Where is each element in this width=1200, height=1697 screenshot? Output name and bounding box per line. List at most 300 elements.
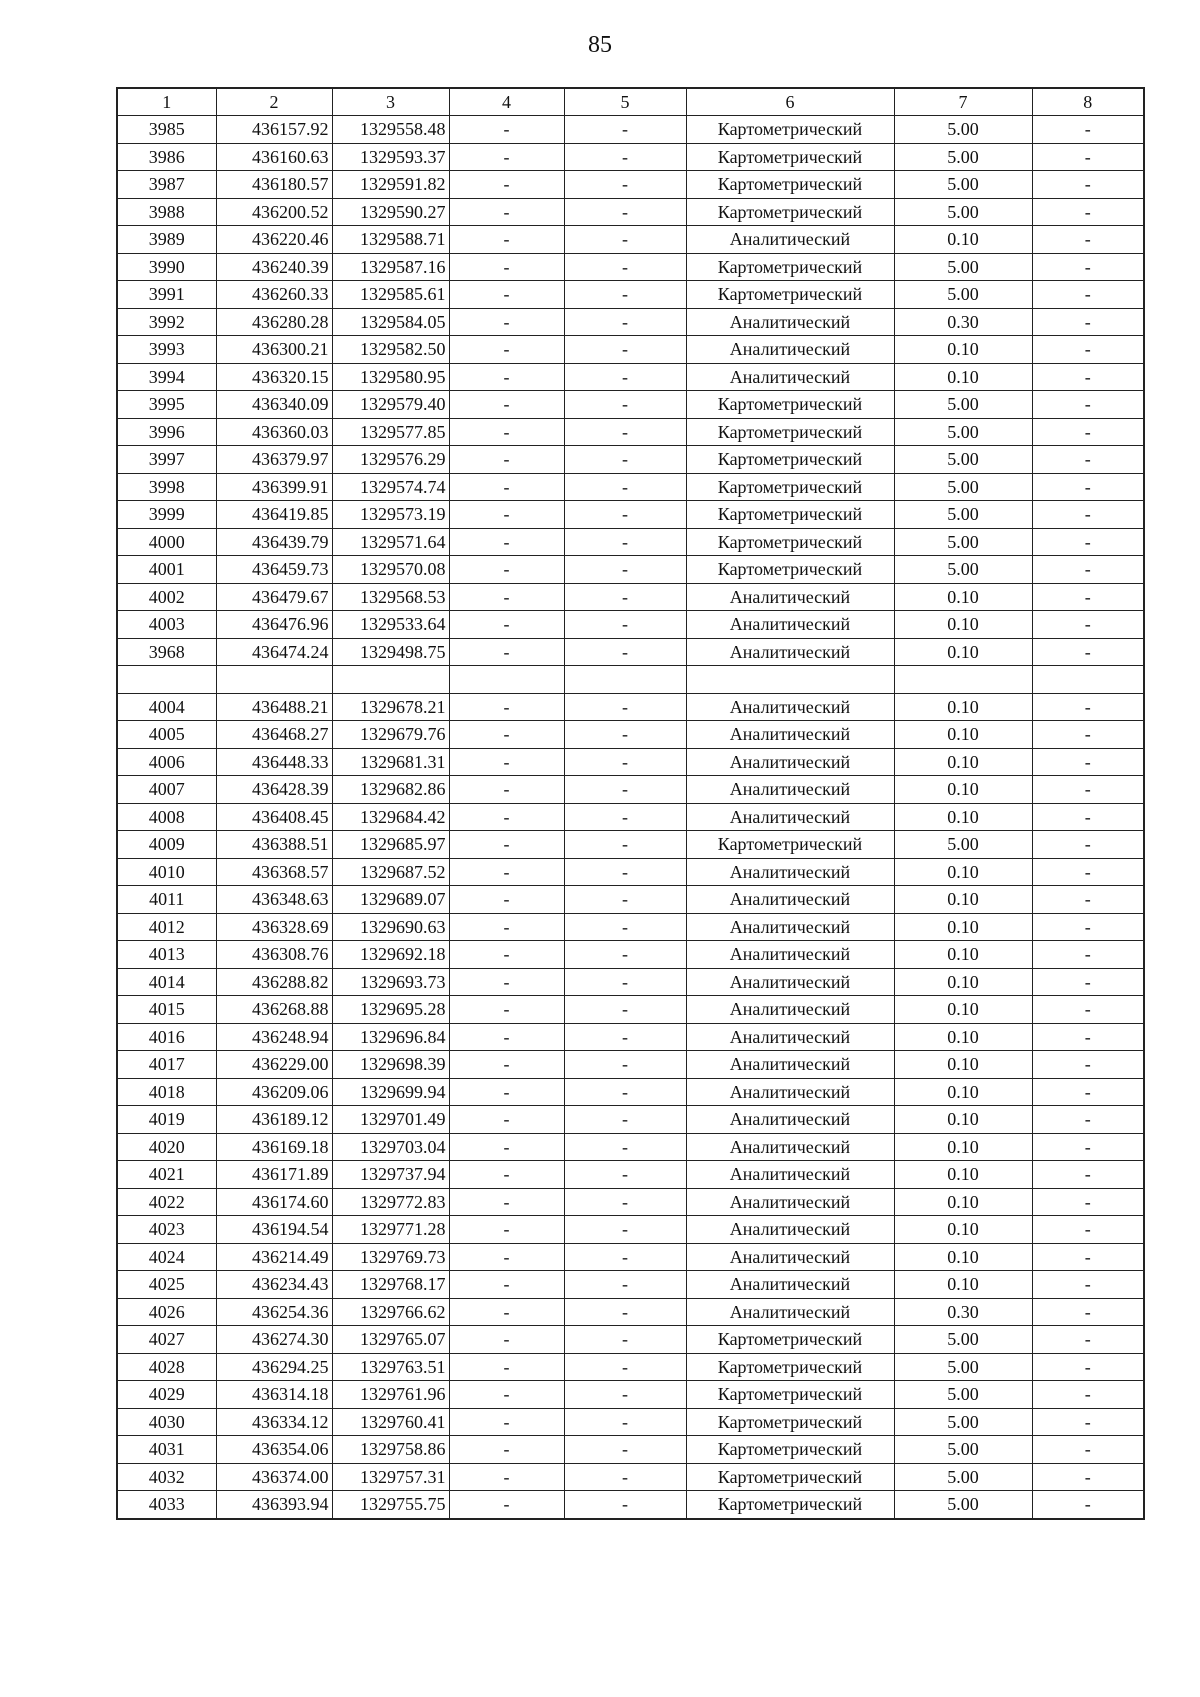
col4-cell: - (449, 1436, 564, 1464)
col8-cell: - (1032, 1353, 1144, 1381)
method-cell: Аналитический (686, 886, 894, 914)
col4-cell: - (449, 308, 564, 336)
x-coordinate-cell: 436234.43 (216, 1271, 332, 1299)
accuracy-cell: 0.10 (894, 968, 1032, 996)
method-cell: Картометрический (686, 1408, 894, 1436)
col8-cell: - (1032, 116, 1144, 144)
method-cell: Картометрический (686, 528, 894, 556)
col8-cell: - (1032, 1216, 1144, 1244)
x-coordinate-cell: 436393.94 (216, 1491, 332, 1519)
col4-cell: - (449, 336, 564, 364)
page-number: 85 (588, 32, 612, 58)
table-row (117, 198, 1144, 226)
x-coordinate-cell: 436334.12 (216, 1408, 332, 1436)
accuracy-cell: 0.10 (894, 583, 1032, 611)
accuracy-cell: 0.10 (894, 748, 1032, 776)
x-coordinate-cell: 436300.21 (216, 336, 332, 364)
table-row (117, 1298, 1144, 1326)
column-header: 7 (894, 88, 1032, 116)
x-coordinate-cell: 436268.88 (216, 996, 332, 1024)
col4-cell: - (449, 913, 564, 941)
method-cell: Аналитический (686, 913, 894, 941)
x-coordinate-cell: 436229.00 (216, 1051, 332, 1079)
col4-cell: - (449, 473, 564, 501)
col5-cell: - (564, 721, 686, 749)
accuracy-cell: 5.00 (894, 391, 1032, 419)
method-cell: Аналитический (686, 1188, 894, 1216)
col8-cell: - (1032, 1436, 1144, 1464)
method-cell: Картометрический (686, 391, 894, 419)
table-row (117, 1161, 1144, 1189)
point-number-cell: 3992 (117, 308, 216, 336)
table-row (117, 721, 1144, 749)
y-coordinate-cell: 1329679.76 (332, 721, 449, 749)
accuracy-cell: 0.10 (894, 1161, 1032, 1189)
point-number-cell: 4024 (117, 1243, 216, 1271)
y-coordinate-cell: 1329558.48 (332, 116, 449, 144)
col4-cell: - (449, 198, 564, 226)
col4-cell: - (449, 1133, 564, 1161)
method-cell: Картометрический (686, 116, 894, 144)
x-coordinate-cell (216, 666, 332, 694)
col4-cell: - (449, 528, 564, 556)
point-number-cell: 4005 (117, 721, 216, 749)
accuracy-cell: 0.10 (894, 638, 1032, 666)
table-row (117, 528, 1144, 556)
col4-cell: - (449, 446, 564, 474)
y-coordinate-cell: 1329579.40 (332, 391, 449, 419)
col4-cell: - (449, 1271, 564, 1299)
col4-cell: - (449, 858, 564, 886)
point-number-cell: 4027 (117, 1326, 216, 1354)
point-number-cell: 3990 (117, 253, 216, 281)
table-row (117, 391, 1144, 419)
y-coordinate-cell: 1329591.82 (332, 171, 449, 199)
point-number-cell: 4003 (117, 611, 216, 639)
column-header: 3 (332, 88, 449, 116)
table-row (117, 693, 1144, 721)
y-coordinate-cell: 1329755.75 (332, 1491, 449, 1519)
accuracy-cell: 5.00 (894, 556, 1032, 584)
column-header: 6 (686, 88, 894, 116)
y-coordinate-cell: 1329576.29 (332, 446, 449, 474)
point-number-cell: 4002 (117, 583, 216, 611)
col4-cell: - (449, 693, 564, 721)
accuracy-cell: 0.10 (894, 226, 1032, 254)
point-number-cell: 4032 (117, 1463, 216, 1491)
table-row (117, 638, 1144, 666)
method-cell: Картометрический (686, 446, 894, 474)
y-coordinate-cell: 1329693.73 (332, 968, 449, 996)
y-coordinate-cell (332, 666, 449, 694)
col8-cell: - (1032, 308, 1144, 336)
y-coordinate-cell: 1329587.16 (332, 253, 449, 281)
col5-cell: - (564, 143, 686, 171)
col5-cell: - (564, 308, 686, 336)
accuracy-cell: 5.00 (894, 1491, 1032, 1519)
y-coordinate-cell: 1329737.94 (332, 1161, 449, 1189)
accuracy-cell: 5.00 (894, 1326, 1032, 1354)
accuracy-cell: 0.10 (894, 858, 1032, 886)
point-number-cell: 4000 (117, 528, 216, 556)
col5-cell: - (564, 418, 686, 446)
col8-cell: - (1032, 1491, 1144, 1519)
col5-cell: - (564, 776, 686, 804)
accuracy-cell: 5.00 (894, 143, 1032, 171)
col5-cell: - (564, 803, 686, 831)
col4-cell: - (449, 803, 564, 831)
method-cell: Аналитический (686, 308, 894, 336)
x-coordinate-cell: 436419.85 (216, 501, 332, 529)
x-coordinate-cell: 436160.63 (216, 143, 332, 171)
accuracy-cell: 5.00 (894, 1353, 1032, 1381)
table-row (117, 831, 1144, 859)
accuracy-cell: 0.30 (894, 308, 1032, 336)
table-row (117, 1381, 1144, 1409)
y-coordinate-cell: 1329685.97 (332, 831, 449, 859)
table-row (117, 253, 1144, 281)
col8-cell: - (1032, 446, 1144, 474)
point-number-cell: 4013 (117, 941, 216, 969)
y-coordinate-cell: 1329766.62 (332, 1298, 449, 1326)
coordinates-table (116, 87, 1145, 1520)
col8-cell: - (1032, 143, 1144, 171)
column-header: 4 (449, 88, 564, 116)
table-row (117, 308, 1144, 336)
col8-cell: - (1032, 968, 1144, 996)
x-coordinate-cell: 436240.39 (216, 253, 332, 281)
x-coordinate-cell: 436209.06 (216, 1078, 332, 1106)
col5-cell (564, 666, 686, 694)
point-number-cell: 4017 (117, 1051, 216, 1079)
accuracy-cell: 0.10 (894, 996, 1032, 1024)
y-coordinate-cell: 1329580.95 (332, 363, 449, 391)
x-coordinate-cell: 436448.33 (216, 748, 332, 776)
table-row (117, 1408, 1144, 1436)
col8-cell: - (1032, 418, 1144, 446)
col4-cell: - (449, 1381, 564, 1409)
table-row (117, 748, 1144, 776)
col4-cell: - (449, 721, 564, 749)
table-row (117, 1106, 1144, 1134)
point-number-cell (117, 666, 216, 694)
y-coordinate-cell: 1329689.07 (332, 886, 449, 914)
accuracy-cell: 0.10 (894, 1106, 1032, 1134)
col5-cell: - (564, 473, 686, 501)
method-cell: Аналитический (686, 1243, 894, 1271)
col8-cell: - (1032, 1298, 1144, 1326)
x-coordinate-cell: 436479.67 (216, 583, 332, 611)
method-cell: Картометрический (686, 1381, 894, 1409)
y-coordinate-cell: 1329699.94 (332, 1078, 449, 1106)
col8-cell: - (1032, 913, 1144, 941)
col5-cell: - (564, 1078, 686, 1106)
accuracy-cell: 0.10 (894, 1243, 1032, 1271)
point-number-cell: 4010 (117, 858, 216, 886)
accuracy-cell: 0.10 (894, 913, 1032, 941)
col5-cell: - (564, 1023, 686, 1051)
point-number-cell: 3986 (117, 143, 216, 171)
column-header: 5 (564, 88, 686, 116)
col5-cell: - (564, 556, 686, 584)
table-row (117, 1051, 1144, 1079)
x-coordinate-cell: 436340.09 (216, 391, 332, 419)
x-coordinate-cell: 436294.25 (216, 1353, 332, 1381)
point-number-cell: 4015 (117, 996, 216, 1024)
table-row (117, 776, 1144, 804)
col4-cell: - (449, 1023, 564, 1051)
point-number-cell: 3994 (117, 363, 216, 391)
y-coordinate-cell: 1329690.63 (332, 913, 449, 941)
table-row (117, 886, 1144, 914)
method-cell: Аналитический (686, 363, 894, 391)
y-coordinate-cell: 1329692.18 (332, 941, 449, 969)
col4-cell: - (449, 996, 564, 1024)
table-row (117, 1188, 1144, 1216)
column-header: 8 (1032, 88, 1144, 116)
y-coordinate-cell: 1329570.08 (332, 556, 449, 584)
x-coordinate-cell: 436439.79 (216, 528, 332, 556)
col5-cell: - (564, 171, 686, 199)
col4-cell: - (449, 1078, 564, 1106)
table-body (117, 116, 1144, 1519)
col5-cell: - (564, 116, 686, 144)
accuracy-cell: 5.00 (894, 116, 1032, 144)
y-coordinate-cell: 1329568.53 (332, 583, 449, 611)
col8-cell: - (1032, 693, 1144, 721)
x-coordinate-cell: 436314.18 (216, 1381, 332, 1409)
x-coordinate-cell: 436220.46 (216, 226, 332, 254)
method-cell: Картометрический (686, 418, 894, 446)
col5-cell: - (564, 1161, 686, 1189)
table-header-row (117, 88, 1144, 116)
col8-cell: - (1032, 1188, 1144, 1216)
col8-cell: - (1032, 281, 1144, 309)
accuracy-cell (894, 666, 1032, 694)
table-row (117, 1216, 1144, 1244)
col5-cell: - (564, 1463, 686, 1491)
point-number-cell: 3988 (117, 198, 216, 226)
col8-cell: - (1032, 198, 1144, 226)
accuracy-cell: 0.10 (894, 1216, 1032, 1244)
accuracy-cell: 0.10 (894, 721, 1032, 749)
x-coordinate-cell: 436399.91 (216, 473, 332, 501)
table-row (117, 803, 1144, 831)
y-coordinate-cell: 1329533.64 (332, 611, 449, 639)
col5-cell: - (564, 638, 686, 666)
method-cell: Аналитический (686, 583, 894, 611)
method-cell: Аналитический (686, 1023, 894, 1051)
x-coordinate-cell: 436476.96 (216, 611, 332, 639)
col4-cell: - (449, 831, 564, 859)
col4-cell: - (449, 583, 564, 611)
table-row (117, 363, 1144, 391)
x-coordinate-cell: 436488.21 (216, 693, 332, 721)
x-coordinate-cell: 436379.97 (216, 446, 332, 474)
col8-cell: - (1032, 1051, 1144, 1079)
point-number-cell: 4018 (117, 1078, 216, 1106)
x-coordinate-cell: 436174.60 (216, 1188, 332, 1216)
col8-cell: - (1032, 171, 1144, 199)
x-coordinate-cell: 436200.52 (216, 198, 332, 226)
point-number-cell: 4016 (117, 1023, 216, 1051)
table-row (117, 143, 1144, 171)
col8-cell: - (1032, 1271, 1144, 1299)
accuracy-cell: 0.10 (894, 363, 1032, 391)
y-coordinate-cell: 1329684.42 (332, 803, 449, 831)
x-coordinate-cell: 436280.28 (216, 308, 332, 336)
method-cell: Картометрический (686, 1326, 894, 1354)
method-cell: Картометрический (686, 1491, 894, 1519)
y-coordinate-cell: 1329757.31 (332, 1463, 449, 1491)
table-row (117, 996, 1144, 1024)
table-row (117, 1463, 1144, 1491)
point-number-cell: 3997 (117, 446, 216, 474)
col4-cell: - (449, 886, 564, 914)
x-coordinate-cell: 436214.49 (216, 1243, 332, 1271)
table-row (117, 913, 1144, 941)
point-number-cell: 3989 (117, 226, 216, 254)
col8-cell: - (1032, 1243, 1144, 1271)
accuracy-cell: 5.00 (894, 198, 1032, 226)
col5-cell: - (564, 501, 686, 529)
y-coordinate-cell: 1329574.74 (332, 473, 449, 501)
method-cell: Картометрический (686, 1463, 894, 1491)
column-header: 1 (117, 88, 216, 116)
accuracy-cell: 0.10 (894, 1188, 1032, 1216)
table-row (117, 336, 1144, 364)
accuracy-cell: 0.10 (894, 1051, 1032, 1079)
accuracy-cell: 0.10 (894, 611, 1032, 639)
x-coordinate-cell: 436157.92 (216, 116, 332, 144)
table-row (117, 1078, 1144, 1106)
col8-cell: - (1032, 363, 1144, 391)
x-coordinate-cell: 436474.24 (216, 638, 332, 666)
point-number-cell: 4030 (117, 1408, 216, 1436)
col4-cell: - (449, 556, 564, 584)
col4-cell: - (449, 776, 564, 804)
x-coordinate-cell: 436194.54 (216, 1216, 332, 1244)
accuracy-cell: 5.00 (894, 281, 1032, 309)
method-cell: Картометрический (686, 253, 894, 281)
col5-cell: - (564, 1271, 686, 1299)
point-number-cell: 4006 (117, 748, 216, 776)
method-cell: Картометрический (686, 1436, 894, 1464)
accuracy-cell: 0.10 (894, 1271, 1032, 1299)
col8-cell: - (1032, 528, 1144, 556)
col4-cell: - (449, 1298, 564, 1326)
point-number-cell: 4011 (117, 886, 216, 914)
col4-cell: - (449, 1491, 564, 1519)
col8-cell: - (1032, 1133, 1144, 1161)
y-coordinate-cell: 1329582.50 (332, 336, 449, 364)
col4-cell: - (449, 1463, 564, 1491)
method-cell: Картометрический (686, 556, 894, 584)
method-cell: Аналитический (686, 996, 894, 1024)
col8-cell: - (1032, 336, 1144, 364)
x-coordinate-cell: 436328.69 (216, 913, 332, 941)
y-coordinate-cell: 1329696.84 (332, 1023, 449, 1051)
col5-cell: - (564, 1381, 686, 1409)
y-coordinate-cell: 1329765.07 (332, 1326, 449, 1354)
col5-cell: - (564, 1436, 686, 1464)
col8-cell: - (1032, 748, 1144, 776)
accuracy-cell: 5.00 (894, 528, 1032, 556)
point-number-cell: 4029 (117, 1381, 216, 1409)
col8-cell: - (1032, 1023, 1144, 1051)
col5-cell: - (564, 1326, 686, 1354)
method-cell: Картометрический (686, 281, 894, 309)
col4-cell: - (449, 253, 564, 281)
col4-cell: - (449, 501, 564, 529)
table-row (117, 941, 1144, 969)
col8-cell: - (1032, 831, 1144, 859)
method-cell: Аналитический (686, 1106, 894, 1134)
table-row (117, 968, 1144, 996)
y-coordinate-cell: 1329761.96 (332, 1381, 449, 1409)
accuracy-cell: 5.00 (894, 418, 1032, 446)
col8-cell: - (1032, 253, 1144, 281)
col5-cell: - (564, 1133, 686, 1161)
col4-cell: - (449, 1051, 564, 1079)
table-row (117, 1436, 1144, 1464)
col4-cell: - (449, 748, 564, 776)
col5-cell: - (564, 1216, 686, 1244)
table-row (117, 418, 1144, 446)
col5-cell: - (564, 446, 686, 474)
accuracy-cell: 5.00 (894, 446, 1032, 474)
col5-cell: - (564, 281, 686, 309)
col5-cell: - (564, 611, 686, 639)
col8-cell: - (1032, 556, 1144, 584)
method-cell: Картометрический (686, 501, 894, 529)
col8-cell: - (1032, 1078, 1144, 1106)
col5-cell: - (564, 996, 686, 1024)
accuracy-cell: 0.10 (894, 776, 1032, 804)
point-number-cell: 4019 (117, 1106, 216, 1134)
x-coordinate-cell: 436288.82 (216, 968, 332, 996)
col8-cell: - (1032, 996, 1144, 1024)
y-coordinate-cell: 1329498.75 (332, 638, 449, 666)
method-cell: Аналитический (686, 638, 894, 666)
col8-cell: - (1032, 473, 1144, 501)
table-row (117, 583, 1144, 611)
method-cell: Картометрический (686, 1353, 894, 1381)
table-row (117, 1271, 1144, 1299)
point-number-cell: 4009 (117, 831, 216, 859)
point-number-cell: 4001 (117, 556, 216, 584)
table-row (117, 1353, 1144, 1381)
table-row (117, 171, 1144, 199)
accuracy-cell: 0.10 (894, 803, 1032, 831)
col5-cell: - (564, 391, 686, 419)
y-coordinate-cell: 1329769.73 (332, 1243, 449, 1271)
method-cell: Аналитический (686, 803, 894, 831)
col4-cell: - (449, 1216, 564, 1244)
point-number-cell: 3999 (117, 501, 216, 529)
col8-cell: - (1032, 501, 1144, 529)
col5-cell: - (564, 886, 686, 914)
table-row (117, 611, 1144, 639)
point-number-cell: 3987 (117, 171, 216, 199)
point-number-cell: 4007 (117, 776, 216, 804)
col8-cell: - (1032, 1463, 1144, 1491)
accuracy-cell: 0.10 (894, 336, 1032, 364)
accuracy-cell: 5.00 (894, 473, 1032, 501)
y-coordinate-cell: 1329590.27 (332, 198, 449, 226)
accuracy-cell: 0.30 (894, 1298, 1032, 1326)
method-cell: Аналитический (686, 611, 894, 639)
